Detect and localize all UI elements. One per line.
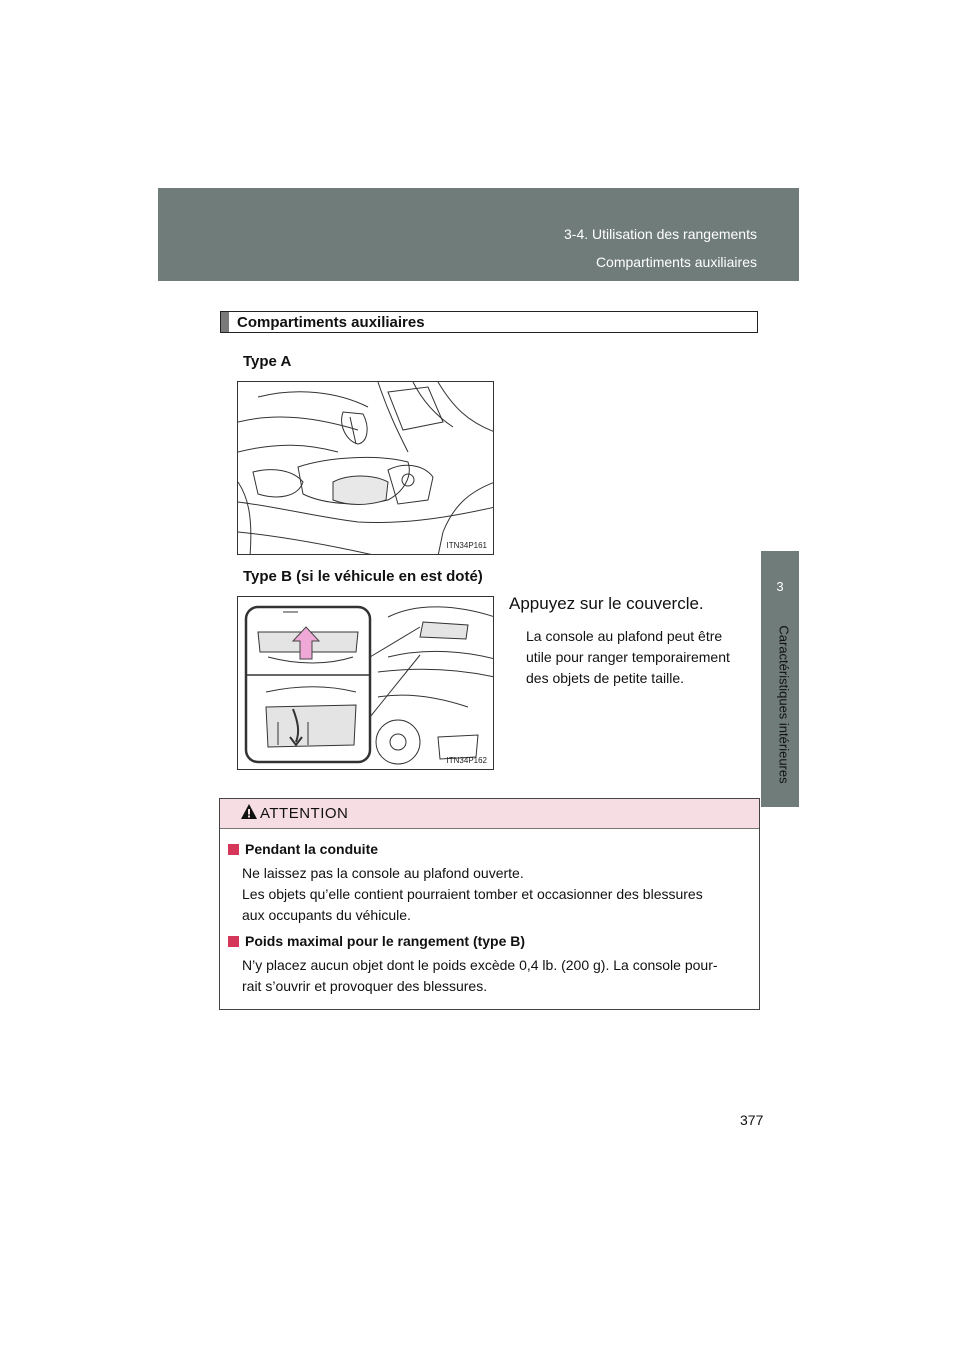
header-band (158, 188, 799, 281)
header-section: 3-4. Utilisation des rangements (564, 226, 757, 242)
attention-header (220, 799, 759, 829)
console-illustration (238, 382, 494, 555)
instruction-text: Appuyez sur le couvercle. (509, 594, 704, 613)
type-a-illustration (237, 381, 494, 555)
warning-icon (240, 803, 258, 820)
header-topic: Compartiments auxiliaires (595, 254, 757, 270)
section-title-box (220, 311, 758, 333)
page-number: 377 (740, 1112, 764, 1128)
type-a-label: Type A (243, 353, 292, 370)
attention-item-text: Ne laissez pas la console au plafond ouverte. Les objets qu’elle contient pourraient tomber et occasionner des blessures aux occupants du véhicule. (242, 865, 703, 923)
note-line: des objets de petite taille. (526, 670, 684, 686)
attention-item-text: N’y placez aucun objet dont le poids excède 0,4 lb. (200 g). La console pour- rait s’ouvrir et provoquer des blessures. (242, 957, 718, 994)
attention-item-heading: Pendant la conduite (228, 841, 378, 857)
note-line: La console au plafond peut être (526, 628, 723, 644)
bullet-square-icon (228, 936, 239, 947)
type-b-illustration (237, 596, 494, 770)
section-title-bar (221, 312, 229, 332)
attention-item-heading: Poids maximal pour le rangement (type B) (228, 933, 525, 949)
note-line: utile pour ranger temporairement (526, 649, 730, 665)
note-text (526, 626, 756, 689)
chapter-title: Caractéristiques intérieures (776, 624, 792, 784)
attention-box (219, 798, 760, 1010)
bullet-square-icon (228, 844, 239, 855)
attention-title: ATTENTION (260, 805, 349, 822)
section-title: Compartiments auxiliaires (237, 314, 425, 331)
chapter-title-vertical (764, 600, 804, 808)
figure-code: ITN34P162 (446, 756, 487, 765)
overhead-console-illustration (238, 597, 494, 770)
type-b-label: Type B (si le véhicule en est doté) (243, 568, 483, 585)
figure-code: ITN34P161 (446, 541, 487, 550)
chapter-number: 3 (776, 579, 784, 594)
